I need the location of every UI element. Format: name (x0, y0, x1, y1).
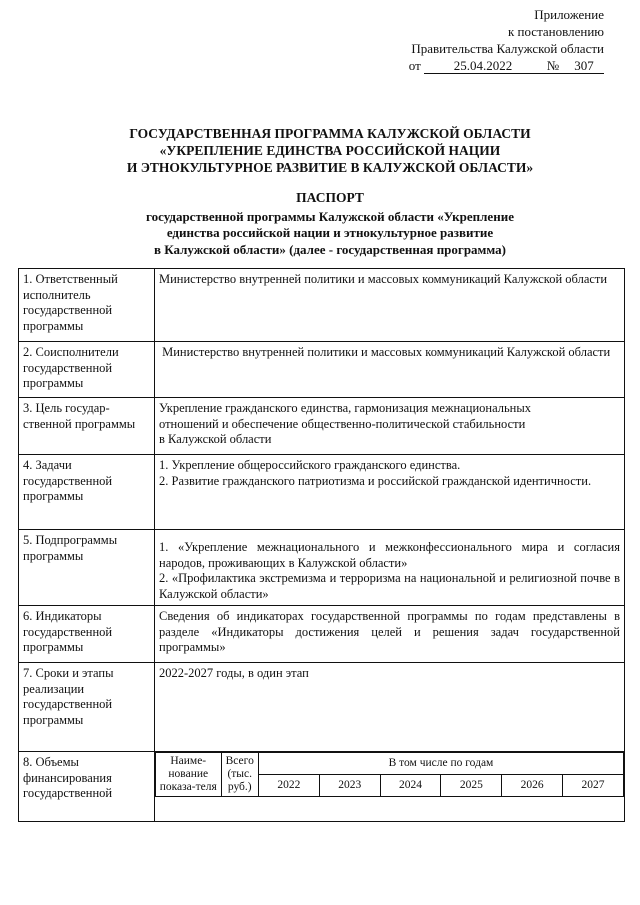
date-prefix: от (408, 58, 421, 73)
passport-table (18, 268, 625, 822)
table-row (19, 752, 625, 822)
row-value-goal (155, 398, 625, 455)
goal-line: Укрепление гражданского единства, гармонизация межнациональных (159, 401, 532, 415)
appendix-title: Приложение (534, 7, 604, 22)
row-label-responsible: 1. Ответственный исполнитель государственной программы (19, 269, 155, 342)
year-cell: 2025 (441, 775, 502, 797)
table-row (19, 398, 625, 455)
row-label-goal: 3. Цель государ-ственной программы (19, 398, 155, 455)
financing-years-header: В том числе по годам (258, 753, 623, 775)
row-value-subprograms (155, 530, 625, 606)
row-label-coexecutors: 2. Соисполнители государственной программы (19, 342, 155, 398)
table-row (19, 269, 625, 342)
resolution-date: 25.04.2022 (424, 59, 542, 74)
subprogram-item: 2. «Профилактика экстремизма и терроризма на национальной и религиозной почве в Калужской области» (159, 571, 620, 601)
appendix-government: Правительства Калужской области (411, 41, 604, 56)
year-cell: 2026 (502, 775, 563, 797)
row-value-financing (155, 752, 625, 822)
passport-title: ПАСПОРТ (296, 190, 364, 205)
resolution-number: 307 (564, 59, 604, 74)
row-value-tasks (155, 455, 625, 530)
financing-total-header: Всего (тыс. руб.) (221, 753, 258, 797)
program-title (20, 125, 640, 176)
year-cell: 2024 (380, 775, 441, 797)
passport-subtitle-line-1: государственной программы Калужской области «Укрепление (146, 208, 514, 224)
financing-header-row (156, 753, 624, 775)
goal-line: в Калужской области (159, 432, 272, 446)
table-row (19, 530, 625, 606)
table-row (19, 455, 625, 530)
passport-subtitle-line-3: в Калужской области» (далее - государственная программа) (153, 241, 506, 257)
row-value-responsible: Министерство внутренней политики и массовых коммуникаций Калужской области (155, 269, 625, 342)
year-cell: 2022 (258, 775, 319, 797)
year-cell: 2027 (563, 775, 624, 797)
task-item: 2. Развитие гражданского патриотизма и российской гражданской идентичности. (159, 473, 592, 488)
table-row (19, 606, 625, 663)
row-label-financing: 8. Объемы финансирования государственной (19, 752, 155, 822)
passport-heading (20, 190, 640, 258)
program-title-line-3: И ЭТНОКУЛЬТУРНОЕ РАЗВИТИЕ В КАЛУЖСКОЙ ОБЛАСТИ» (126, 160, 534, 175)
table-row (19, 663, 625, 752)
table-row (19, 342, 625, 398)
financing-table (155, 752, 624, 797)
appendix-date-line (409, 57, 604, 74)
row-label-terms: 7. Сроки и этапы реализации государственной программы (19, 663, 155, 752)
row-label-indicators: 6. Индикаторы государственной программы (19, 606, 155, 663)
task-item: 1. Укрепление общероссийского гражданского единства. (159, 458, 461, 472)
year-cell: 2023 (319, 775, 380, 797)
program-title-line-2: «УКРЕПЛЕНИЕ ЕДИНСТВА РОССИЙСКОЙ НАЦИИ (159, 143, 501, 158)
number-sign: № (542, 59, 564, 74)
row-value-coexecutors: Министерство внутренней политики и массовых коммуникаций Калужской области (155, 342, 625, 398)
program-title-line-1: ГОСУДАРСТВЕННАЯ ПРОГРАММА КАЛУЖСКОЙ ОБЛАСТИ (129, 126, 531, 141)
appendix-resolution: к постановлению (507, 24, 604, 39)
row-label-subprograms: 5. Подпрограммы программы (19, 530, 155, 606)
goal-line: отношений и обеспечение общественно-политической стабильности (159, 416, 526, 431)
row-value-indicators: Сведения об индикаторах государственной программы по годам представлены в разделе «Индикаторы достижения целей и решения задач государственной программы» (155, 606, 625, 663)
row-label-tasks: 4. Задачи государственной программы (19, 455, 155, 530)
passport-subtitle-line-2: единства российской нации и этнокультурное развитие (166, 225, 494, 240)
row-value-terms: 2022-2027 годы, в один этап (155, 663, 625, 752)
subprogram-item: 1. «Укрепление межнационального и межконфессионального мира и согласия народов, проживающих в Калужской области» (159, 540, 620, 570)
financing-name-header: Наиме-нование показа-теля (156, 753, 222, 797)
appendix-header (409, 6, 604, 74)
